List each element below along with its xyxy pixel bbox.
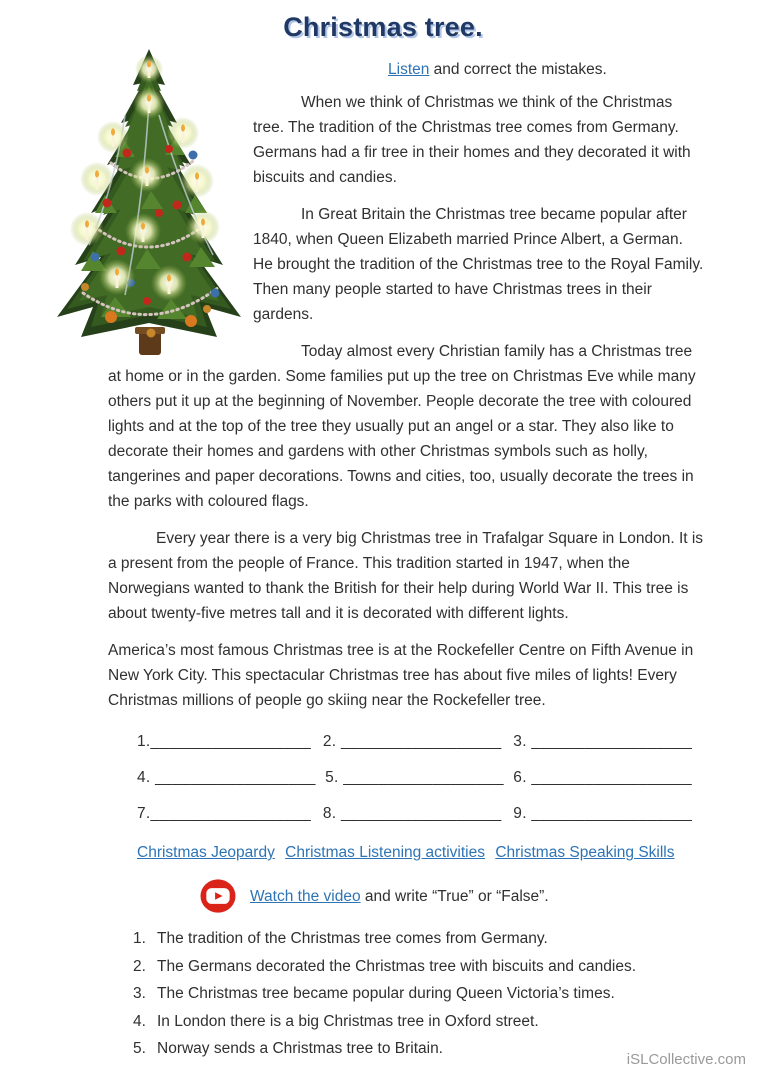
statement-number: 3. <box>133 985 146 1002</box>
statement-number: 5. <box>133 1040 146 1057</box>
christmas-tree-image <box>55 45 243 357</box>
paragraph-rockefeller: America’s most famous Christmas tree is at the Rockefeller Centre on Fifth Avenue in New York City. This spectacular Christmas tree has about five miles of lights! Every Christmas millions of people go skiing near the Rockefeller tree. <box>108 642 694 709</box>
worksheet-body <box>108 57 706 1063</box>
activity-links <box>108 840 706 865</box>
watch-video-link[interactable]: Watch the video <box>250 887 361 905</box>
paragraph-trafalgar: Every year there is a very big Christmas tree in Trafalgar Square in London. It is a present from the people of France. This tradition started in 1947, when the Norwegians wanted to thank the British for their help during World War II. This tree is about twenty-five metres tall and it is decorated with different lights. <box>108 530 704 622</box>
paragraph-intro: When we think of Christmas we think of the Christmas tree. The tradition of the Christmas tree comes from Germany. Germans had a fir tree in their homes and they decorated it with biscuits and candies. <box>253 94 691 186</box>
answer-blank-9: 9. __________________ <box>513 805 692 822</box>
answer-blank-7: 7.__________________ <box>137 805 312 822</box>
page-title: Christmas tree. <box>283 12 483 42</box>
answer-blank-6: 6. __________________ <box>513 769 692 786</box>
statement-2 <box>133 953 706 981</box>
answer-blank-4: 4. __________________ <box>137 769 316 786</box>
christmas-tree-icon <box>55 45 243 357</box>
blank-row-3 <box>137 801 692 826</box>
link-christmas-listening-activities[interactable]: Christmas Listening activities <box>285 844 485 861</box>
link-christmas-speaking-skills[interactable]: Christmas Speaking Skills <box>495 844 675 861</box>
statement-text: The tradition of the Christmas tree comes from Germany. <box>157 930 548 947</box>
statement-number: 4. <box>133 1012 146 1030</box>
blank-row-2 <box>137 765 692 790</box>
answer-blanks <box>108 729 706 826</box>
statement-text: Norway sends a Christmas tree to Britain. <box>157 1040 443 1057</box>
youtube-play-icon[interactable] <box>196 876 240 916</box>
answer-blank-3: 3. __________________ <box>513 733 692 750</box>
link-christmas-jeopardy[interactable]: Christmas Jeopardy <box>137 844 275 861</box>
listen-instruction-text: and correct the mistakes. <box>429 61 607 78</box>
paragraph-today: Today almost every Christian family has a Christmas tree at home or in the garden. Some families put up the tree on Christmas Eve while many others put it up at the beginning of November. People decorate the tree with coloured lights and at the top of the tree they usually put an angel or a star. They also like to decorate their homes and gardens with other Christmas symbols such as holly, tangerines and paper decorations. Towns and cities, too, usually decorate the trees in the parks with coloured flags. <box>108 343 696 510</box>
answer-blank-2: 2. __________________ <box>322 733 502 750</box>
answer-blank-1: 1.__________________ <box>137 733 312 750</box>
statement-number: 1. <box>133 930 146 947</box>
statement-5 <box>133 1035 706 1063</box>
statement-1 <box>133 925 706 953</box>
video-instruction-suffix: and write “True” or “False”. <box>360 887 549 905</box>
statement-3 <box>133 980 706 1008</box>
statement-text: The Christmas tree became popular during Queen Victoria’s times. <box>157 985 615 1002</box>
statement-number: 2. <box>133 957 146 975</box>
video-instruction <box>108 873 706 919</box>
blank-row-1 <box>137 729 692 754</box>
statement-4 <box>133 1008 706 1036</box>
true-false-statements <box>108 925 706 1063</box>
statement-text: In London there is a big Christmas tree in Oxford street. <box>157 1012 539 1030</box>
statement-text: The Germans decorated the Christmas tree with biscuits and candies. <box>157 957 637 975</box>
answer-blank-5: 5. __________________ <box>325 769 504 786</box>
answer-blank-8: 8. __________________ <box>322 805 502 822</box>
video-instruction-text <box>250 884 549 909</box>
listen-link[interactable]: Listen <box>388 61 430 78</box>
islcollective-watermark: iSLCollective.com <box>626 1051 746 1068</box>
paragraph-great-britain: In Great Britain the Christmas tree became popular after 1840, when Queen Elizabeth married Prince Albert, a German. He brought the tradition of the Christmas tree to the Royal Family. Then many people started to have Christmas trees in their gardens. <box>253 206 704 323</box>
